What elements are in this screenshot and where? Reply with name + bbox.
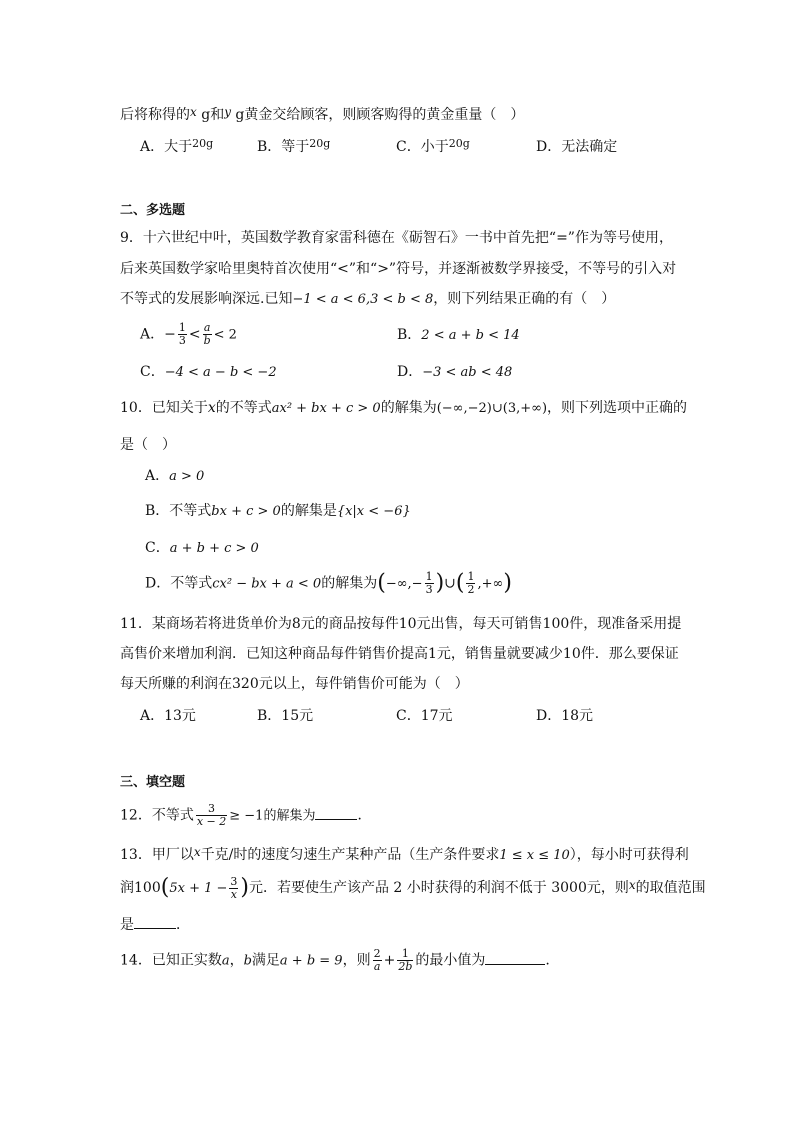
q10-option-b[interactable]: B．不等式bx + c > 0的解集是{x|x < −6}	[145, 503, 411, 519]
q11-line-3: 每天所赚的利润在320元以上，每件销售价可能为（ ）	[120, 676, 469, 692]
section-fill-blank-title: 三、填空题	[120, 775, 186, 790]
q11-line-1: 11．某商场若将进货单价为8元的商品按每件10元出售，每天可销售100件，现准备采用提	[120, 616, 682, 632]
q9-option-d[interactable]: D．−3 < ab < 48	[397, 364, 513, 380]
q8-options	[140, 133, 617, 158]
fraction: $\frac{1}{3}$	[425, 570, 433, 596]
fraction: $\frac{3}{x}$	[230, 874, 238, 901]
section-multi-choice-title: 二、多选题	[120, 203, 186, 218]
q9-option-b[interactable]: B．2 < a + b < 14	[397, 327, 520, 343]
q9-line-1: 9．十六世纪中叶，英国数学教育家雷科德在《砺智石》一书中首先把“=”作为等号使用，	[120, 230, 673, 246]
q11-option-d[interactable]: D．18元	[536, 708, 594, 724]
q10-option-d[interactable]: D．不等式cx² − bx + a < 0的解集为(−∞,− $\frac{1}{3}$ )∪( $\frac{1}{2}$ ,+∞)	[145, 570, 512, 596]
fraction: $\frac{1}{2b}$	[398, 947, 413, 973]
q13-line-2: 润100(5x + 1 − $\frac{3}{x}$ )元．若要使生产该产品 2 小时获得的利润不低于 3000元，则x的取值范围	[120, 874, 706, 901]
q13-line-1: 13．甲厂以x千克/时的速度匀速生产某种产品（生产条件要求1 ≤ x ≤ 10），每小时可获得利	[120, 845, 689, 863]
q11-option-b[interactable]: B．15元	[257, 708, 314, 724]
fraction: $\frac{1}{2}$	[467, 570, 475, 596]
q13-line-3: 是 ．	[120, 914, 190, 936]
fraction: $\frac{2}{a}$	[373, 947, 381, 973]
q11-option-a[interactable]: A．13元	[140, 708, 196, 724]
q14-answer-blank[interactable]	[485, 950, 545, 965]
q8-option-c[interactable]: C．小于$^{20g}$	[396, 137, 470, 155]
q10-line-1: 10．已知关于x的不等式ax² + bx + c > 0的解集为(−∞,−2)∪(3,+∞)，则下列选项中正确的	[120, 400, 688, 416]
q9-option-a[interactable]: A．− $\frac{1}{3}$ < $\frac{a}{b}$ < 2	[140, 321, 237, 347]
q13-answer-blank[interactable]	[134, 914, 176, 929]
q8-option-a[interactable]: A．大于$^{20g}$	[140, 137, 214, 155]
fraction: $\frac{1}{3}$	[178, 321, 186, 347]
q8-option-d[interactable]: D．无法确定	[536, 139, 618, 155]
q12-answer-blank[interactable]	[315, 805, 357, 820]
fraction: $\frac{3}{x - 2}$	[196, 802, 227, 828]
q9-option-c[interactable]: C．−4 < a − b < −2	[140, 364, 277, 380]
q10-line-2: 是（ ）	[120, 437, 176, 453]
q9-line-2: 后来英国数学家哈里奥特首次使用“<”和“>”符号，并逐渐被数学界接受，不等号的引入对	[120, 261, 677, 277]
q11-line-2: 高售价来增加利润．已知这种商品每件销售价提高1元，销售量就要减少10件．那么要保证	[120, 646, 679, 662]
q14-line: 14．已知正实数a，b满足a + b = 9，则 $\frac{2}{a}$ + $\frac{1}{2b}$ 的最小值为 .	[120, 947, 550, 973]
q12-line: 12．不等式 $\frac{3}{x - 2}$ ≥ −1的解集为 ．	[120, 802, 372, 828]
q8-option-b[interactable]: B．等于$^{20g}$	[257, 137, 331, 155]
q9-line-3: 不等式的发展影响深远.已知−1 < a < 6,3 < b < 8，则下列结果正确的有（ ）	[120, 291, 616, 307]
fraction: $\frac{a}{b}$	[203, 321, 211, 347]
q10-option-c[interactable]: C．a + b + c > 0	[145, 540, 259, 556]
q11-option-c[interactable]: C．17元	[396, 708, 453, 724]
q10-option-a[interactable]: A．a > 0	[145, 468, 205, 484]
q8-stem-line: 后将称得的x g和y g黄金交给顾客，则顾客购得的黄金重量（ ）	[120, 105, 525, 123]
q11-options	[140, 705, 593, 727]
